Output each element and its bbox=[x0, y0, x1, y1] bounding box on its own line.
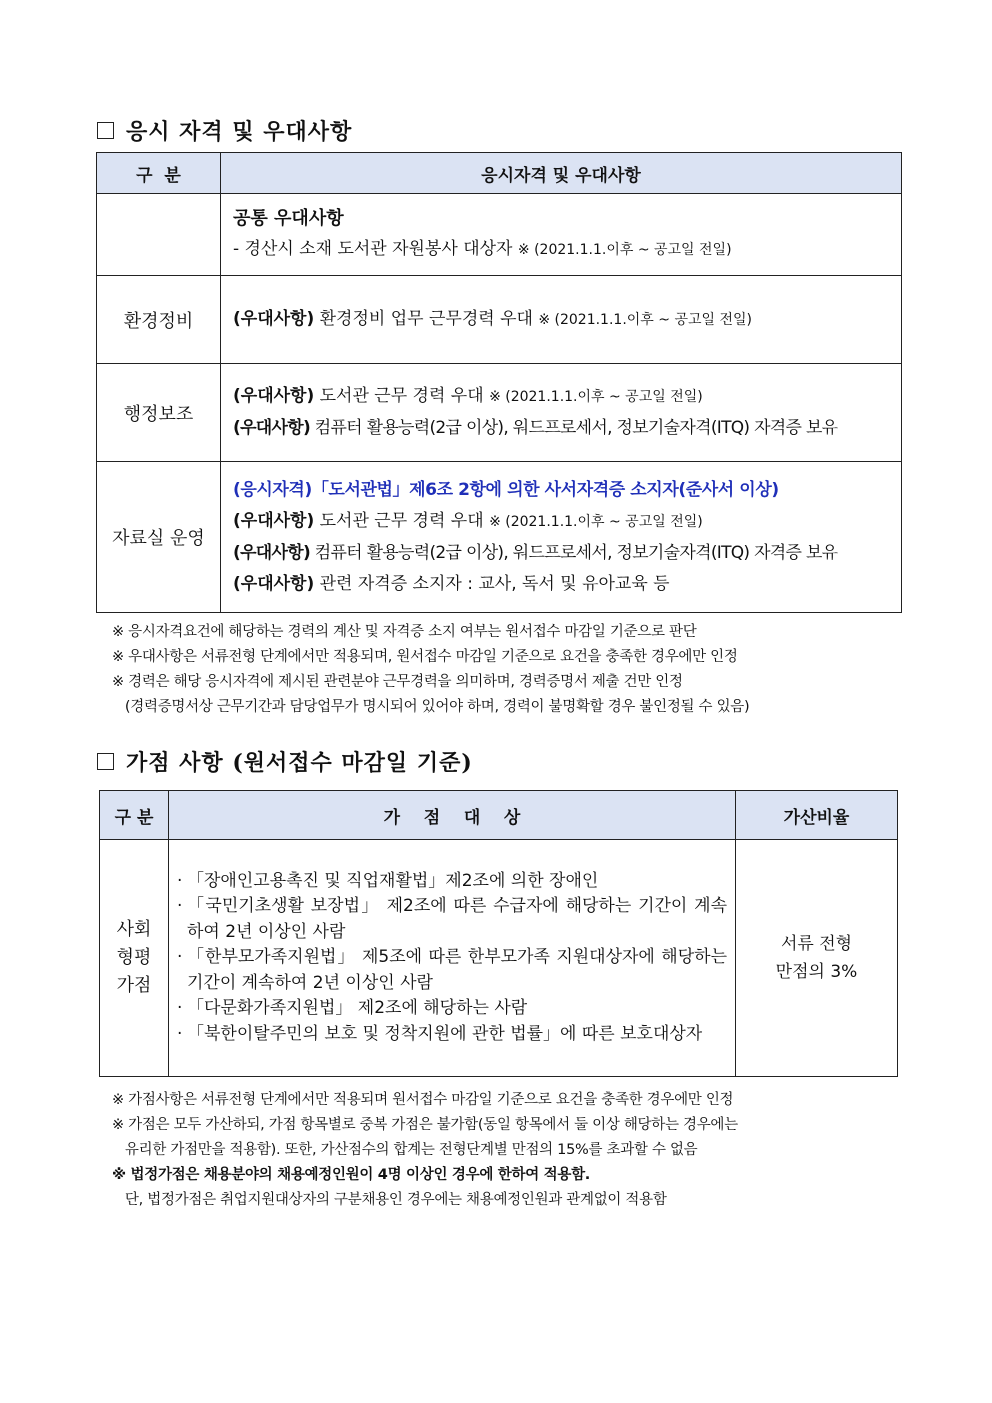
content-line bbox=[233, 506, 901, 538]
content-line bbox=[233, 538, 901, 569]
line-text: 도서관 근무 경력 우대 bbox=[314, 386, 490, 406]
line-label: (우대사항) bbox=[233, 510, 315, 531]
qualification-requirement: (응시자격)「도서관법」제6조 2항에 의한 사서자격증 소지자(준사서 이상) bbox=[233, 479, 779, 500]
row-content bbox=[221, 364, 902, 462]
content-line bbox=[233, 381, 901, 413]
line-note: ※ (2021.1.1.이후 ~ 공고일 전일) bbox=[538, 311, 752, 328]
table-row bbox=[97, 194, 902, 276]
row-content bbox=[221, 462, 902, 613]
table-row bbox=[97, 462, 902, 613]
line-note: ※ (2021.1.1.이후 ~ 공고일 전일) bbox=[517, 242, 732, 258]
row-category: 행정보조 bbox=[97, 364, 221, 462]
bonus-ratio bbox=[736, 840, 898, 1077]
row-content bbox=[221, 194, 902, 276]
header-qualification: 응시자격 및 우대사항 bbox=[221, 153, 902, 194]
line-text: 컴퓨터 활용능력(2급 이상), 워드프로세서, 정보기술자격(ITQ) 자격증 보유 bbox=[310, 418, 838, 438]
line-note: ※ (2021.1.1.이후 ~ 공고일 전일) bbox=[489, 513, 703, 530]
table-row bbox=[100, 840, 898, 1077]
header-target: 가 점 대 상 bbox=[169, 791, 736, 840]
section2-title-text: 가점 사항 (원서접수 마감일 기준) bbox=[126, 750, 473, 776]
bonus-target-list bbox=[169, 840, 736, 1077]
note-line: ※ 가점은 모두 가산하되, 가점 항목별로 중복 가점은 불가함(동일 항목에서 둘 이상 해당하는 경우에는 bbox=[112, 1117, 738, 1133]
line-label: (우대사항) bbox=[233, 542, 311, 563]
bullet: · bbox=[177, 998, 183, 1019]
note-line: ※ 가점사항은 서류전형 단계에서만 적용되며 원서접수 마감일 기준으로 요건을 충족한 경우에만 인정 bbox=[112, 1092, 734, 1108]
content-line bbox=[233, 413, 901, 444]
line-text: 환경정비 업무 근무경력 우대 bbox=[314, 308, 539, 329]
line-text: 컴퓨터 활용능력(2급 이상), 워드프로세서, 정보기술자격(ITQ) 자격증 보유 bbox=[310, 542, 838, 563]
section1-title-text: 응시 자격 및 우대사항 bbox=[126, 119, 353, 145]
item-text: 「한부모가족지원법」 제5조에 따른 한부모가족 지원대상자에 해당하는 기간이 계속하여 2년 이상인 사람 bbox=[187, 947, 727, 993]
line-label: (우대사항) bbox=[233, 386, 315, 406]
table-header-row bbox=[100, 791, 898, 840]
ratio-line: 만점의 3% bbox=[775, 962, 858, 982]
category-line: 형평 bbox=[116, 947, 152, 968]
bullet: · bbox=[177, 1023, 183, 1044]
note-line: ※ 경력은 해당 응시자격에 제시된 관련분야 근무경력을 의미하며, 경력증명서 제출 건만 인정 bbox=[112, 674, 683, 690]
item-text: 「장애인고용촉진 및 직업재활법」제2조에 의한 장애인 bbox=[187, 870, 599, 891]
table-row bbox=[97, 276, 902, 364]
content-line bbox=[233, 234, 901, 266]
row-content bbox=[221, 276, 902, 364]
section1-title bbox=[97, 115, 352, 146]
header-category: 구 분 bbox=[97, 153, 221, 194]
item-text: 「다문화가족지원법」 제2조에 해당하는 사람 bbox=[187, 998, 528, 1019]
qualification-table bbox=[96, 152, 902, 613]
list-item bbox=[177, 1022, 727, 1048]
item-text: 「북한이탈주민의 보호 및 정착지원에 관한 법률」에 따른 보호대상자 bbox=[187, 1023, 703, 1044]
note-line: (경력증명서상 근무기간과 담당업무가 명시되어 있어야 하며, 경력이 불명확할 경우 불인정될 수 있음) bbox=[112, 699, 750, 715]
line-label: (우대사항) bbox=[233, 418, 311, 438]
note-line-bold: ※ 법정가점은 채용분야의 채용예정인원이 4명 이상인 경우에 한하여 적용함. bbox=[112, 1167, 590, 1183]
line-text: 관련 자격증 소지자 : 교사, 독서 및 유아교육 등 bbox=[314, 573, 670, 594]
line-label: (우대사항) bbox=[233, 573, 315, 594]
checkbox-square-icon bbox=[97, 753, 114, 770]
header-ratio: 가산비율 bbox=[736, 791, 898, 840]
list-item bbox=[177, 996, 727, 1022]
category-line: 사회 bbox=[116, 919, 152, 940]
row-category: 자료실 운영 bbox=[97, 462, 221, 613]
content-line bbox=[233, 304, 901, 336]
list-item bbox=[177, 945, 727, 996]
row-category bbox=[97, 194, 221, 276]
content-line bbox=[233, 569, 901, 600]
section1-notes bbox=[112, 620, 749, 720]
category-line: 가점 bbox=[116, 975, 152, 996]
note-line: ※ 우대사항은 서류전형 단계에서만 적용되며, 원서접수 마감일 기준으로 요건을 충족한 경우에만 인정 bbox=[112, 649, 738, 665]
list-item bbox=[177, 869, 727, 895]
line-text: 도서관 근무 경력 우대 bbox=[314, 510, 490, 531]
table-row bbox=[97, 364, 902, 462]
bullet: · bbox=[177, 896, 183, 917]
note-line: 유리한 가점만을 적용함). 또한, 가산점수의 합계는 전형단계별 만점의 15%를 초과할 수 없음 bbox=[112, 1142, 698, 1158]
common-preference-heading: 공통 우대사항 bbox=[233, 208, 344, 229]
note-line: ※ 응시자격요건에 해당하는 경력의 계산 및 자격증 소지 여부는 원서접수 마감일 기준으로 판단 bbox=[112, 624, 697, 640]
section2-title bbox=[97, 746, 473, 777]
row-category: 환경정비 bbox=[97, 276, 221, 364]
bonus-category bbox=[100, 840, 169, 1077]
line-text: - 경산시 소재 도서관 자원봉사 대상자 bbox=[233, 239, 518, 259]
ratio-line: 서류 전형 bbox=[780, 934, 853, 954]
table-header-row bbox=[97, 153, 902, 194]
list-item bbox=[177, 894, 727, 945]
header-category: 구 분 bbox=[100, 791, 169, 840]
section2-notes bbox=[112, 1088, 738, 1213]
bullet: · bbox=[177, 947, 183, 968]
bonus-points-table bbox=[99, 790, 898, 1077]
checkbox-square-icon bbox=[97, 122, 114, 139]
item-text: 「국민기초생활 보장법」 제2조에 따른 수급자에 해당하는 기간이 계속하여 2년 이상인 사람 bbox=[187, 896, 727, 942]
line-label: (우대사항) bbox=[233, 308, 315, 329]
bullet: · bbox=[177, 870, 183, 891]
note-line: 단, 법정가점은 취업지원대상자의 구분채용인 경우에는 채용예정인원과 관계없이 적용함 bbox=[112, 1192, 667, 1208]
line-note: ※ (2021.1.1.이후 ~ 공고일 전일) bbox=[489, 389, 703, 405]
